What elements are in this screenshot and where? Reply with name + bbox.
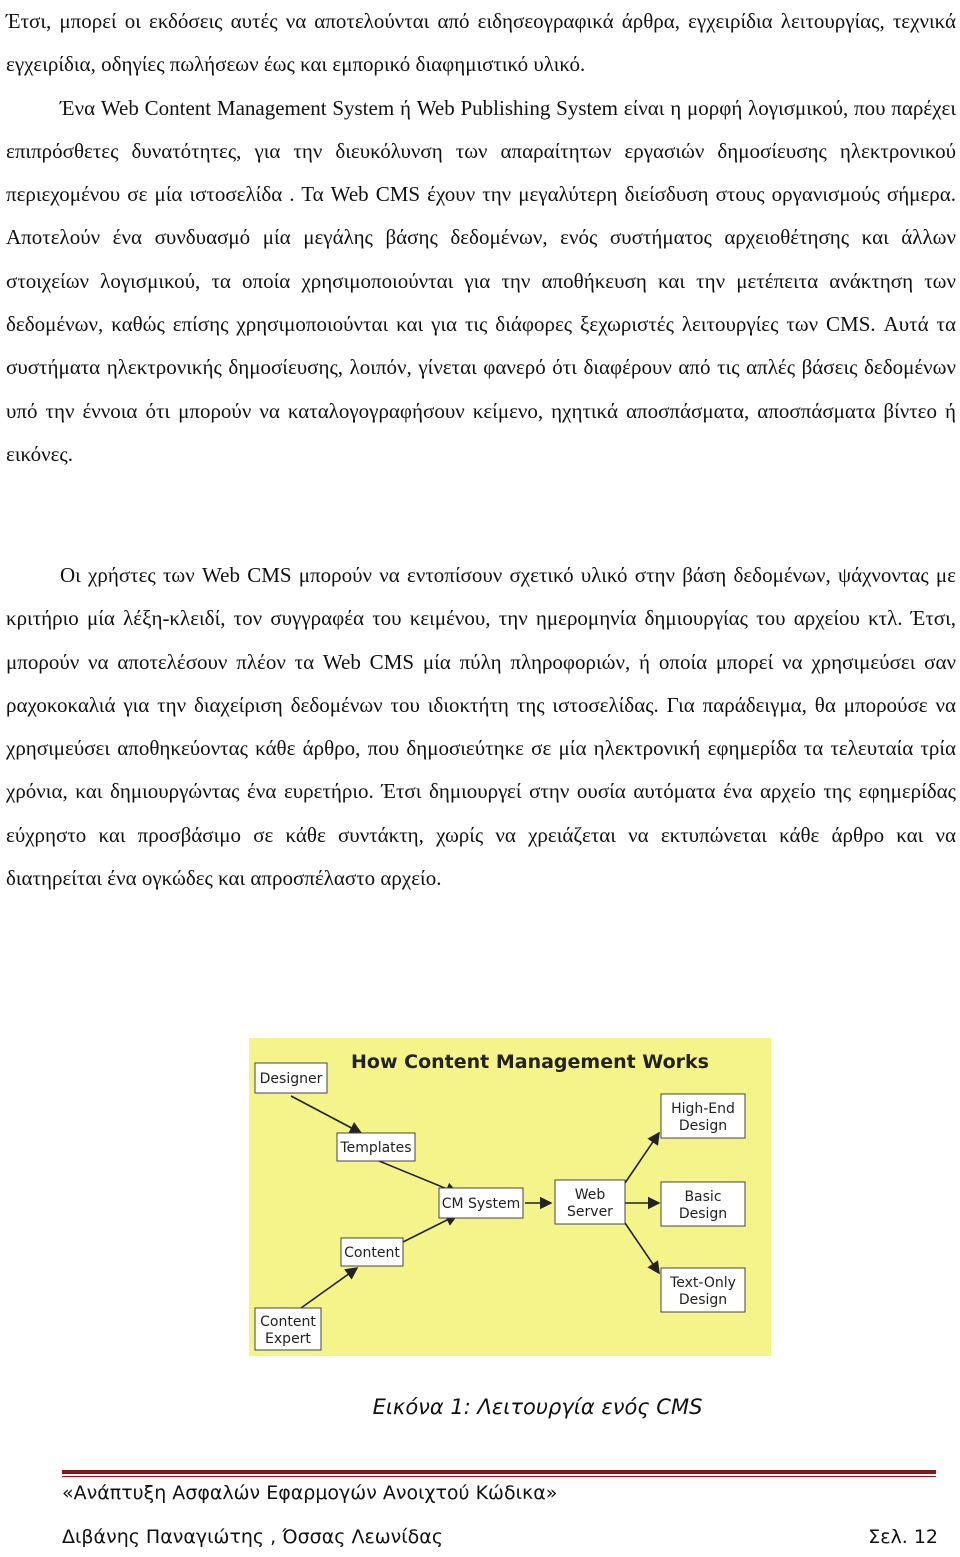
text-only-label-line2: Design <box>678 1292 728 1308</box>
content-label: Content <box>344 1245 400 1261</box>
footer-document-title: «Ανάπτυξη Ασφαλών Εφαρμογών Ανοιχτού Κώδικα» <box>62 1482 558 1504</box>
cms-diagram <box>249 1038 771 1356</box>
body-paragraph-1 <box>6 0 956 476</box>
web-server-label-line1: Web <box>574 1187 606 1203</box>
diagram-title: How Content Management Works <box>351 1051 709 1073</box>
paragraph-1-text: Ένα Web Content Management System ή Web Publishing System είναι η μορφή λογισμικού, που παρέχει επιπρόσθετες δυνατότητες, για την διευκόλυνση των απαραίτητων εργασιών δημοσίευσης ηλεκτρονικού περιεχομένου σε μία ιστοσελίδα . Τα Web CMS έχουν την μεγαλύτερη διείσδυση στους οργανισμούς σήμερα. Αποτελούν ένα συνδυασμό μία μεγάλης βάσης δεδομένων, ενός συστήματος αρχειοθέτησης και άλλων στοιχείων λογισμικού, τα οποία χρησιμοποιούνται για την αποθήκευση και την μετέπειτα ανάκτηση των δεδομένων, καθώς επίσης χρησιμοποιούνται και για τις διάφορες ξεχωριστές λειτουργίες των CMS. Αυτά τα συστήματα ηλεκτρονικής δημοσίευσης, λοιπόν, γίνεται φανερό ότι διαφέρουν από τις απλές βάσεις δεδομένων υπό την έννοια ότι μπορούν να καταλογογραφήσουν κείμενο, ηχητικά αποσπάσματα, αποσπάσματα βίντεο ή εικόνες. <box>6 95 956 466</box>
figure-caption: Εικόνα 1: Λειτουργία ενός CMS <box>372 1395 703 1419</box>
content-expert-label-line2: Expert <box>265 1331 311 1347</box>
cm-system-label: CM System <box>441 1196 521 1212</box>
paragraph-2-text: Οι χρήστες των Web CMS μπορούν να εντοπίσουν σχετικό υλικό στην βάση δεδομένων, ψάχνοντας με κριτήριο μία λέξη-κλειδί, τον συγγραφέα του κειμένου, την ημερομηνία δημιουργίας του αρχείου κτλ. Έτσι, μπορούν να αποτελέσουν πλέον τα Web CMS μία πύλη πληροφοριών, ή οποία μπορεί να χρησιμεύσει σαν ραχοκοκαλιά για την διαχείριση δεδομένων του ιδιοκτήτη της ιστοσελίδας. Για παράδειγμα, θα μπορούσε να χρησιμεύσει αποθηκεύοντας κάθε άρθρο, που δημοσιεύτηκε σε μία ηλεκτρονική εφημερίδα τα τελευταία τρία χρόνια, και δημιουργώντας ένα ευρετήριο. Έτσι δημιουργεί στην ουσία αυτόματα ένα αρχείο της εφημερίδας εύχρηστο και προσβάσιμο σε κάθε συντάκτη, χωρίς να χρειάζεται να εκτυπώνεται κάθε άρθρο και να διατηρείται ένα ογκώδες και απροσπέλαστο αρχείο. <box>6 563 956 891</box>
web-server-label-line2: Server <box>567 1204 613 1220</box>
paragraph-1-lead: Έτσι, μπορεί οι εκδόσεις αυτές να αποτελούνται από ειδησεογραφικά άρθρα, εγχειρίδια λειτουργίας, τεχνικά εγχειρίδια, οδηγίες πωλήσεων έως και εμπορικό διαφημιστικό υλικό. <box>6 9 956 77</box>
high-end-label-line2: Design <box>678 1118 728 1134</box>
basic-label-line2: Design <box>678 1206 728 1222</box>
content-expert-label-line1: Content <box>260 1314 316 1330</box>
footer-rule-thick <box>62 1470 936 1474</box>
templates-label: Templates <box>340 1140 412 1156</box>
basic-label-line1: Basic <box>684 1189 722 1205</box>
footer-rule-thin <box>62 1476 936 1477</box>
body-paragraph-2 <box>6 554 956 900</box>
designer-label: Designer <box>259 1071 323 1087</box>
footer-authors: Διβάνης Παναγιώτης , Όσσας Λεωνίδας <box>62 1526 443 1548</box>
high-end-label-line1: High-End <box>671 1101 735 1117</box>
footer-page-number: Σελ. 12 <box>868 1526 938 1548</box>
cms-diagram-figure <box>249 1038 771 1356</box>
text-only-label-line1: Text-Only <box>670 1275 736 1291</box>
